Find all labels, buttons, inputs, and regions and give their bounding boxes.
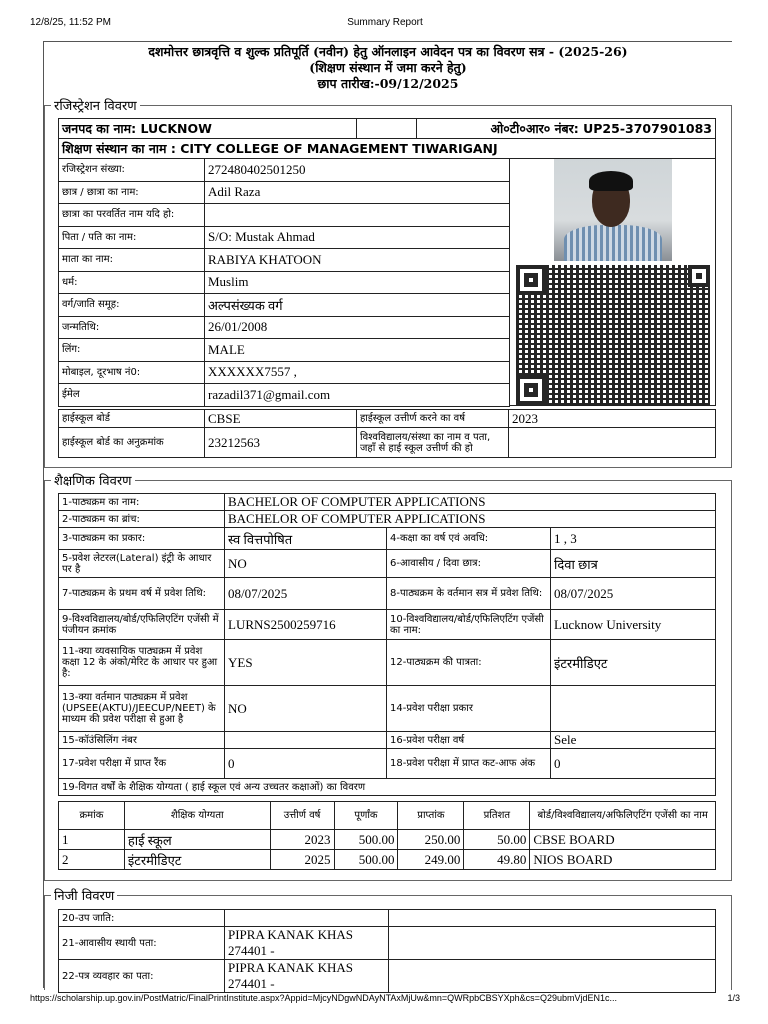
education-row [59, 686, 716, 732]
education-field-label: 3-पाठ्यक्रम का प्रकार: [59, 528, 225, 550]
registration-field-value: razadil371@gmail.com [205, 384, 510, 407]
qualification-column-header: पूर्णांक [334, 802, 398, 830]
education-field-label: 13-क्या वर्तमान पाठ्यक्रम में प्रवेश (UPSEE(AKTU)/JEECUP/NEET) के माध्यम की प्रवेश परीक्षा से हुआ है [59, 686, 225, 732]
registration-field-label: माता का नाम: [59, 249, 205, 272]
personal-field-label: 22-पत्र व्यवहार का पता: [59, 960, 225, 993]
registration-field-label: लिंग: [59, 339, 205, 362]
registration-field-value: MALE [205, 339, 510, 362]
education-field-value: 0 [551, 749, 716, 779]
registration-row [59, 316, 510, 339]
education-row [59, 640, 716, 686]
qualification-row [59, 830, 716, 850]
personal-field-extra [389, 927, 716, 960]
qualification-column-header: शैक्षिक योग्यता [124, 802, 270, 830]
qualification-column-header: प्राप्तांक [398, 802, 464, 830]
branch-label: 2-पाठ्यक्रम का ब्रांच: [59, 511, 225, 528]
registration-field-label: जन्मतिथि: [59, 316, 205, 339]
qualification-cell: NIOS BOARD [530, 850, 716, 870]
education-field-value: LURNS2500259716 [225, 610, 387, 640]
hs-roll-label: हाईस्कूल बोर्ड का अनुक्रमांक [59, 428, 205, 458]
qualification-column-header: बोर्ड/विश्वविद्यालय/अफिलिएटिंग एजेंसी का नाम [530, 802, 716, 830]
education-field-label: 12-पाठ्यक्रम की पात्रता: [387, 640, 551, 686]
registration-row [59, 384, 510, 407]
personal-field-value: PIPRA KANAK KHAS 274401 - [225, 960, 389, 993]
education-field-label: 17-प्रवेश परीक्षा में प्राप्त रैंक [59, 749, 225, 779]
document-title [44, 44, 732, 92]
print-header [30, 15, 740, 33]
hs-year-label: हाईस्कूल उत्तीर्ण करने का वर्ष [357, 410, 509, 428]
qualification-cell: 249.00 [398, 850, 464, 870]
registration-field-label: ईमेल [59, 384, 205, 407]
registration-field-label: छात्रा का परवर्तित नाम यदि हो: [59, 204, 205, 227]
registration-field-value: XXXXXX7557 , [205, 361, 510, 384]
registration-row [59, 294, 510, 317]
registration-field-label: धर्म: [59, 271, 205, 294]
qualification-cell: 1 [59, 830, 125, 850]
education-field-value [225, 732, 387, 749]
education-field-label: 9-विश्वविद्यालय/बोर्ड/एफिलिएटिंग एजेंसी में पंजीयन क्रमांक [59, 610, 225, 640]
hs-board-label: हाईस्कूल बोर्ड [59, 410, 205, 428]
hs-board-value: CBSE [205, 410, 357, 428]
title-line-1: दशमोत्तर छात्रवृत्ति व शुल्क प्रतिपूर्ति (नवीन) हेतु ऑनलाइन आवेदन पत्र का विवरण सत्र - (2025-26) [148, 44, 628, 59]
qualification-cell: 2023 [270, 830, 334, 850]
qualification-cell: 49.80 [464, 850, 530, 870]
registration-field-label: छात्र / छात्रा का नाम: [59, 181, 205, 204]
registration-row [59, 271, 510, 294]
education-row [59, 550, 716, 578]
education-field-value: NO [225, 686, 387, 732]
education-row [59, 528, 716, 550]
registration-field-label: मोबाइल, दूरभाष नं0: [59, 361, 205, 384]
education-field-value: Sele [551, 732, 716, 749]
title-line-2: (शिक्षण संस्थान में जमा करने हेतु) [309, 60, 467, 75]
print-title: Summary Report [347, 17, 423, 28]
registration-field-value [205, 204, 510, 227]
personal-field-extra [389, 960, 716, 993]
education-row [59, 610, 716, 640]
personal-legend: निजी विवरण [54, 889, 115, 904]
page-number: 1/3 [727, 993, 740, 1003]
registration-row [59, 159, 510, 182]
registration-field-value: Muslim [205, 271, 510, 294]
registration-row [59, 249, 510, 272]
education-field-value: 08/07/2025 [225, 578, 387, 610]
education-field-label: 6-आवासीय / दिवा छात्र: [387, 550, 551, 578]
education-field-value: 08/07/2025 [551, 578, 716, 610]
hs-school-label: विश्वविद्यालय/संस्था का नाम व पता, जहाँ से हाई स्कूल उत्तीर्ण की हो [357, 428, 509, 458]
qualification-cell: 250.00 [398, 830, 464, 850]
education-field-label: 18-प्रवेश परीक्षा में प्राप्त कट-आफ अंक [387, 749, 551, 779]
qualification-cell: 500.00 [334, 850, 398, 870]
registration-field-value: 272480402501250 [205, 159, 510, 182]
previous-qualification-label: 19-विगत वर्षों के शैक्षिक योग्यता ( हाई स्कूल एवं अन्य उच्चतर कक्षाओं) का विवरण [59, 779, 716, 796]
education-field-label: 11-क्या व्यवसायिक पाठ्यक्रम में प्रवेश कक्षा 12 के अंको/मेरिट के आधार पर हुआ है: [59, 640, 225, 686]
education-field-label: 7-पाठ्यक्रम के प्रथम वर्ष में प्रवेश तिथि: [59, 578, 225, 610]
education-legend: शैक्षणिक विवरण [54, 474, 132, 489]
education-field-label: 14-प्रवेश परीक्षा प्रकार [387, 686, 551, 732]
education-field-value: 0 [225, 749, 387, 779]
registration-row [59, 339, 510, 362]
education-field-label: 4-कक्षा का वर्ष एवं अवधि: [387, 528, 551, 550]
education-field-value: YES [225, 640, 387, 686]
education-field-label: 15-कॉउंसिलिंग नंबर [59, 732, 225, 749]
hs-year-value: 2023 [509, 410, 716, 428]
qualification-column-header: क्रमांक [59, 802, 125, 830]
registration-field-value: Adil Raza [205, 181, 510, 204]
qr-code [516, 265, 710, 405]
qualification-cell: 50.00 [464, 830, 530, 850]
page-url: https://scholarship.up.gov.in/PostMatric/FinalPrintInstitute.aspx?Appid=MjcyNDgwNDAyNTAxMjUw&mn=QWRpbCBSYXph&cs=Q29ubmVjdEN1c... [30, 993, 617, 1003]
registration-field-label: रजिस्ट्रेशन संख्या: [59, 159, 205, 182]
personal-field-label: 20-उप जाति: [59, 910, 225, 927]
qualification-column-header: प्रतिशत [464, 802, 530, 830]
title-line-3: छाप तारीख:-09/12/2025 [317, 76, 459, 91]
education-field-value [551, 686, 716, 732]
district-name: जनपद का नाम: LUCKNOW [59, 119, 357, 139]
registration-row [59, 204, 510, 227]
personal-row [59, 910, 716, 927]
course-name-value: BACHELOR OF COMPUTER APPLICATIONS [225, 494, 716, 511]
registration-field-label: पिता / पति का नाम: [59, 226, 205, 249]
registration-row [59, 226, 510, 249]
education-row [59, 732, 716, 749]
personal-details-table [58, 909, 716, 993]
registration-legend: रजिस्ट्रेशन विवरण [54, 99, 137, 114]
hs-roll-value: 23212563 [205, 428, 357, 458]
registration-field-label: वर्ग/जाति समूह: [59, 294, 205, 317]
highschool-table [58, 409, 716, 458]
print-datetime: 12/8/25, 11:52 PM [30, 17, 111, 28]
qualification-cell: हाई स्कूल [124, 830, 270, 850]
personal-field-label: 21-आवासीय स्थायी पता: [59, 927, 225, 960]
education-field-value: स्व वित्तपोषित [225, 528, 387, 550]
institution-name: शिक्षण संस्थान का नाम : CITY COLLEGE OF MANAGEMENT TIWARIGANJ [59, 139, 716, 159]
qualification-row [59, 850, 716, 870]
education-field-value: Lucknow University [551, 610, 716, 640]
student-photo [554, 159, 672, 261]
hs-school-value [509, 428, 716, 458]
registration-details-table [58, 158, 510, 407]
qualification-cell: 2 [59, 850, 125, 870]
registration-row [59, 181, 510, 204]
personal-row [59, 960, 716, 993]
qualification-cell: 2025 [270, 850, 334, 870]
education-field-label: 10-विश्वविद्यालय/बोर्ड/एफिलिएटिंग एजेंसी का नाम: [387, 610, 551, 640]
education-field-value: इंटरमीडिएट [551, 640, 716, 686]
branch-value: BACHELOR OF COMPUTER APPLICATIONS [225, 511, 716, 528]
qualification-cell: इंटरमीडिएट [124, 850, 270, 870]
education-field-label: 5-प्रवेश लेटरल(Lateral) इंट्री के आधार पर है [59, 550, 225, 578]
education-field-value: 1 , 3 [551, 528, 716, 550]
personal-field-value [225, 910, 389, 927]
education-field-label: 16-प्रवेश परीक्षा वर्ष [387, 732, 551, 749]
registration-header-table [58, 118, 716, 159]
personal-field-extra [389, 910, 716, 927]
education-row [59, 578, 716, 610]
photo-qr-box [510, 158, 716, 406]
education-field-value: NO [225, 550, 387, 578]
qualification-cell: 500.00 [334, 830, 398, 850]
registration-field-value: S/O: Mustak Ahmad [205, 226, 510, 249]
otr-number: ओ०टी०आर० नंबर: UP25-3707901083 [417, 119, 716, 139]
qualification-cell: CBSE BOARD [530, 830, 716, 850]
education-details-table [58, 493, 716, 796]
qualification-table [58, 801, 716, 870]
personal-row [59, 927, 716, 960]
registration-field-value: अल्पसंख्यक वर्ग [205, 294, 510, 317]
course-name-label: 1-पाठ्यक्रम का नाम: [59, 494, 225, 511]
registration-field-value: RABIYA KHATOON [205, 249, 510, 272]
registration-row [59, 361, 510, 384]
qualification-column-header: उत्तीर्ण वर्ष [270, 802, 334, 830]
education-field-label: 8-पाठ्यक्रम के वर्तमान सत्र में प्रवेश तिथि: [387, 578, 551, 610]
registration-field-value: 26/01/2008 [205, 316, 510, 339]
education-field-value: दिवा छात्र [551, 550, 716, 578]
education-row [59, 749, 716, 779]
personal-field-value: PIPRA KANAK KHAS 274401 - [225, 927, 389, 960]
